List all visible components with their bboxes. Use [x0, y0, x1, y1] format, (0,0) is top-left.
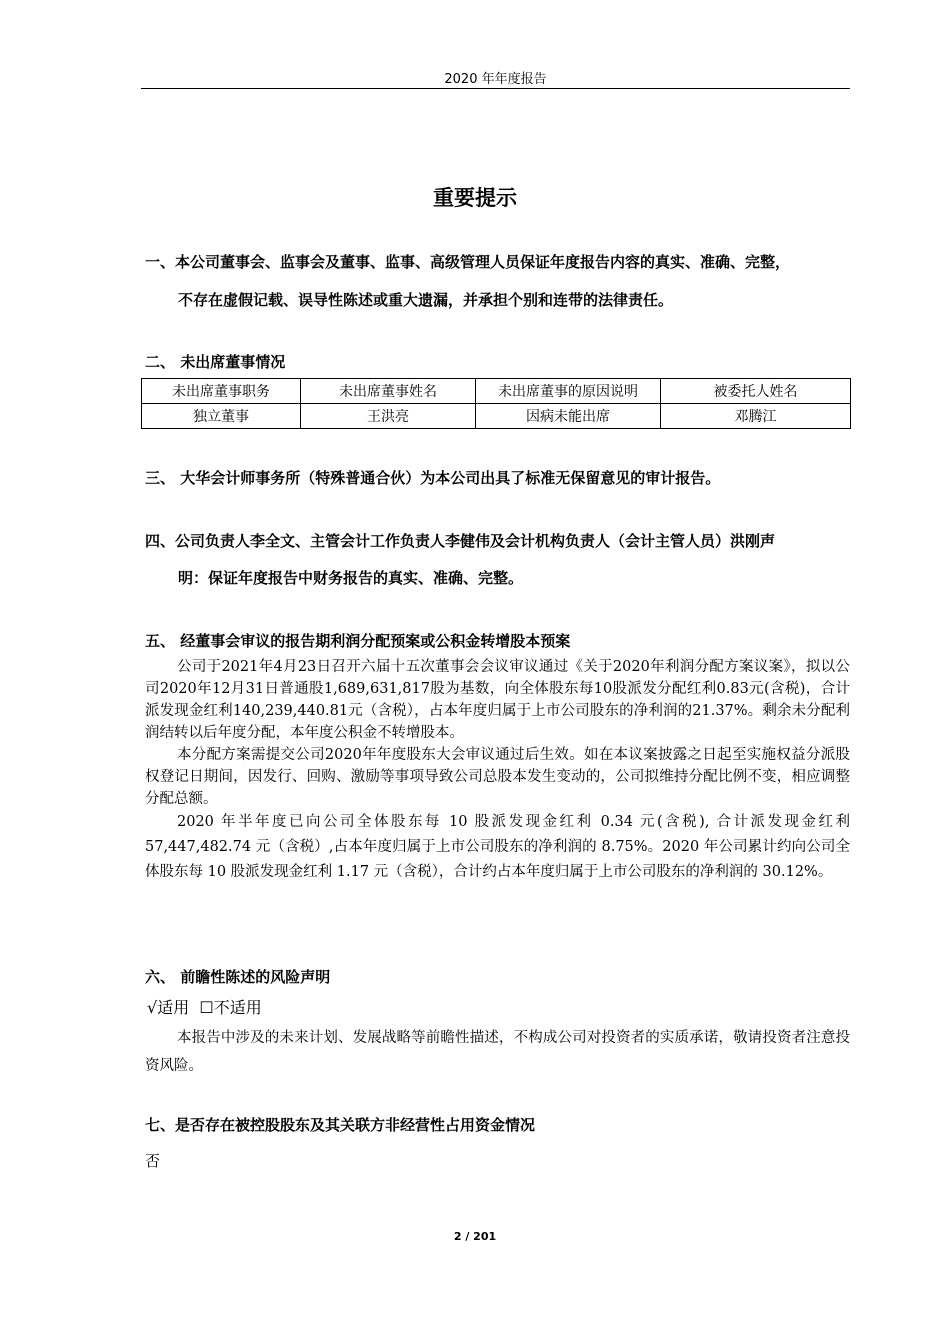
section-3-text: 三、 大华会计师事务所（特殊普通合伙）为本公司出具了标准无保留意见的审计报告。: [145, 469, 721, 487]
table-header-row: [142, 379, 851, 404]
table-cell: 因病未能出席: [476, 404, 661, 429]
page-number: 2 / 201: [453, 1230, 497, 1243]
absent-directors-table: [141, 378, 851, 429]
not-applicable-label: ☐不适用: [199, 998, 262, 1017]
section-5-paragraph-3: 2020 年半年度已向公司全体股东每 10 股派发现金红利 0.34 元(含税), 合计派发现金红利57,447,482.74 元（含税）,占本年度归属于上市公司股东的净利润的 8.75%。2020 年公司累计约向公司全体股东每 10 股派发现金红利 1.17 元（含税），合计约占本年度归属于上市公司股东的净利润的 30.12%。: [145, 814, 850, 880]
section-4-line-2: 明：保证年度报告中财务报告的真实、准确、完整。: [178, 569, 524, 587]
section-5-heading: 五、 经董事会审议的报告期利润分配预案或公积金转增股本预案: [145, 632, 571, 650]
page-title: 重要提示: [433, 186, 517, 210]
table-cell: 独立董事: [142, 404, 301, 429]
section-7-answer: 否: [145, 1152, 161, 1170]
section-4-line-1: 四、公司负责人李全文、主管会计工作负责人李健伟及会计机构负责人（会计主管人员）洪刚声: [145, 532, 776, 550]
section-1-line-1: 一、本公司董事会、监事会及董事、监事、高级管理人员保证年度报告内容的真实、准确、完整，: [145, 253, 791, 271]
applicable-checkbox: [147, 995, 262, 1018]
table-header-cell: 被委托人姓名: [661, 379, 851, 404]
table-cell: 邓腾江: [661, 404, 851, 429]
table-header-cell: 未出席董事姓名: [301, 379, 476, 404]
table-row: [142, 404, 851, 429]
section-5-paragraph-1: 公司于2021年4月23日召开六届十五次董事会会议审议通过《关于2020年利润分配方案议案》，拟以公司2020年12月31日普通股1,689,631,817股为基数，向全体股东每10股派发分配红利0.83元(含税)，合计派发现金红利140,239,440.81元（含税），占本年度归属于上市公司股东的净利润的21.37%。剩余未分配利润结转以后年度分配，本年度公积金不转增股本。: [145, 659, 850, 741]
table-header-cell: 未出席董事的原因说明: [476, 379, 661, 404]
section-2-heading: 二、 未出席董事情况: [145, 353, 286, 371]
section-1-line-2: 不存在虚假记载、误导性陈述或重大遗漏，并承担个别和连带的法律责任。: [178, 291, 674, 309]
table-cell: 王洪亮: [301, 404, 476, 429]
page-header: 2020 年年度报告: [444, 72, 547, 87]
section-6-heading: 六、 前瞻性陈述的风险声明: [145, 968, 331, 986]
section-5-paragraph-2: 本分配方案需提交公司2020年年度股东大会审议通过后生效。如在本议案披露之日起至实施权益分派股权登记日期间，因发行、回购、激励等事项导致公司总股本发生变动的，公司拟维持分配比例不变，相应调整分配总额。: [145, 747, 850, 807]
header-divider: [141, 88, 850, 89]
applicable-label: √适用: [147, 998, 190, 1017]
table-header-cell: 未出席董事职务: [142, 379, 301, 404]
section-6-text: 本报告中涉及的未来计划、发展战略等前瞻性描述，不构成公司对投资者的实质承诺，敬请投资者注意投资风险。: [145, 1030, 850, 1074]
section-7-heading: 七、是否存在被控股股东及其关联方非经营性占用资金情况: [145, 1116, 536, 1134]
